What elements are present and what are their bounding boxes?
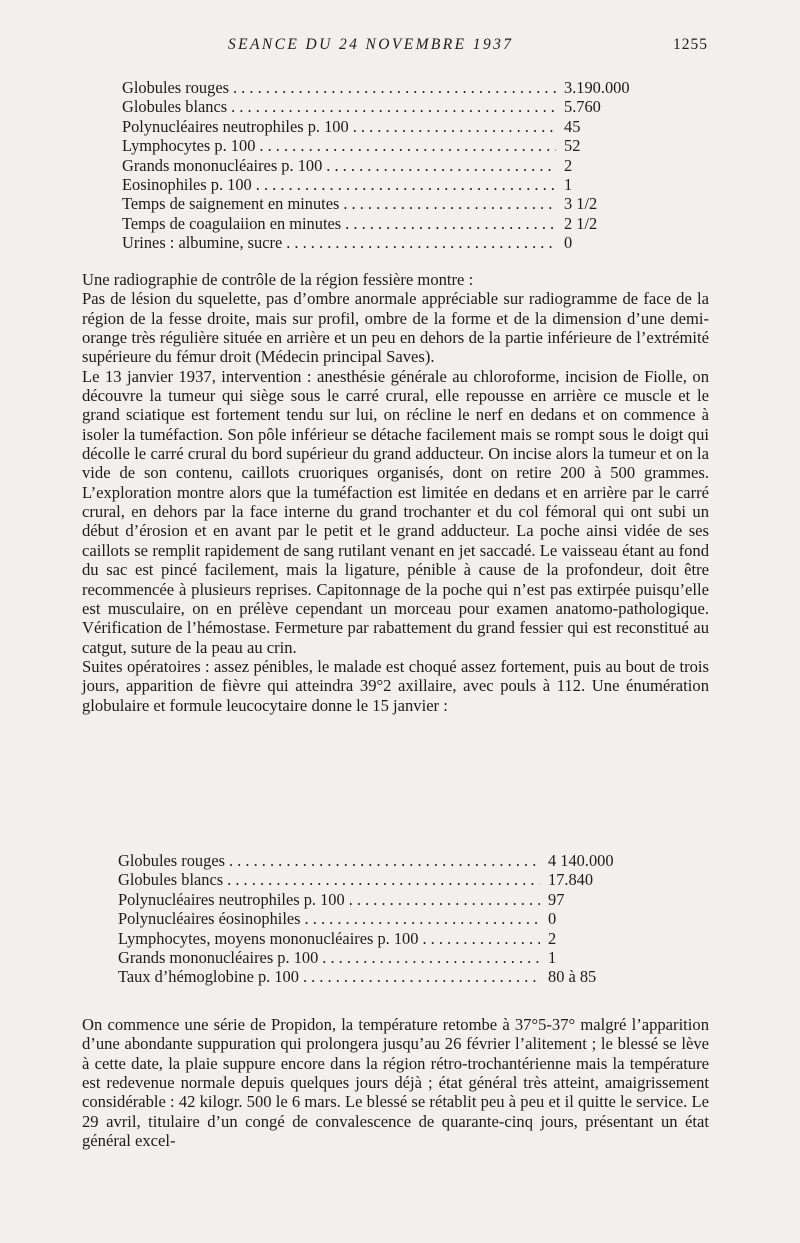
row-value: 97 xyxy=(548,889,565,909)
row-label: Lymphocytes p. 100 xyxy=(122,136,256,156)
row-value: 2 xyxy=(564,155,573,175)
page-number: 1255 xyxy=(673,36,708,53)
leader-dots xyxy=(227,97,556,116)
row-value: 80 à 85 xyxy=(548,967,597,987)
table-row xyxy=(118,851,638,870)
table-row xyxy=(122,194,644,213)
table-row xyxy=(122,233,644,252)
row-value: 17.840 xyxy=(548,870,594,890)
row-value: 45 xyxy=(564,116,581,136)
body-text-section-1 xyxy=(82,270,709,715)
row-label: Globules blancs xyxy=(122,97,228,117)
row-label: Urines : albumine, sucre xyxy=(122,233,283,253)
row-label: Lymphocytes, moyens mononucléaires p. 100 xyxy=(118,928,419,948)
row-label: Globules rouges xyxy=(122,78,229,97)
table-row xyxy=(122,156,644,175)
table-row xyxy=(118,929,638,948)
table-row xyxy=(118,909,638,928)
row-label: Grands mononucléaires p. 100 xyxy=(122,155,323,175)
row-label: Globules rouges xyxy=(118,851,225,870)
running-title: SEANCE DU 24 NOVEMBRE 1937 xyxy=(228,36,514,53)
table-row xyxy=(118,890,638,909)
leader-dots xyxy=(255,136,556,155)
row-value: 4 140.000 xyxy=(548,851,614,870)
row-label: Eosinophiles p. 100 xyxy=(122,174,252,194)
row-label: Temps de coagulaiion en minutes xyxy=(122,213,342,233)
row-value: 2 1/2 xyxy=(564,213,598,233)
table-row xyxy=(118,948,638,967)
leader-dots xyxy=(341,214,556,233)
row-label: Grands mononucléaires p. 100 xyxy=(118,947,319,967)
row-value: 3.190.000 xyxy=(564,78,630,97)
row-value: 1 xyxy=(548,947,557,967)
row-value: 2 xyxy=(548,928,557,948)
row-value: 0 xyxy=(564,233,573,253)
row-label: Globules blancs xyxy=(118,870,224,890)
row-value: 52 xyxy=(564,136,581,156)
row-label: Taux d’hémoglobine p. 100 xyxy=(118,967,299,987)
row-value: 5.760 xyxy=(564,97,601,117)
blood-count-table-1 xyxy=(122,78,644,253)
leader-dots xyxy=(299,967,540,986)
leader-dots xyxy=(252,175,556,194)
table-row xyxy=(118,967,638,986)
leader-dots xyxy=(225,851,540,870)
leader-dots xyxy=(282,233,556,252)
leader-dots xyxy=(229,78,556,97)
leader-dots xyxy=(322,156,556,175)
table-row xyxy=(122,136,644,155)
row-value: 0 xyxy=(548,909,557,929)
row-label: Polynucléaires neutrophiles p. 100 xyxy=(122,116,349,136)
leader-dots xyxy=(349,117,556,136)
table-row xyxy=(122,175,644,194)
table-row xyxy=(122,78,644,97)
table-row xyxy=(122,117,644,136)
leader-dots xyxy=(339,194,556,213)
table-row xyxy=(122,97,644,116)
row-value: 3 1/2 xyxy=(564,194,598,214)
leader-dots xyxy=(223,870,540,889)
row-label: Temps de saignement en minutes xyxy=(122,194,340,214)
leader-dots xyxy=(418,929,540,948)
paragraph: Le 13 janvier 1937, intervention : anesthésie générale au chloroforme, incision de Fiolle, on découvre la tumeur qui siège sous le carré crural, elle repousse en arrière ce muscle et le grand sciatique est fortement tendu sur lui, on récline le nerf en dedans et on commence à isoler la tuméfaction. Son pôle inférieur se détache facilement mais se rompt sous le doigt qui décolle le carré crural du bord supérieur du grand adducteur. On incise alors la tumeur et on la vide de son contenu, caillots cruoriques organisés, dont on retire 200 à 500 grammes. L’exploration montre alors que la tuméfaction est limitée en dedans et en arrière par le carré crural, en dehors par la face interne du grand trochanter et du col fémoral qui ont subi un début d’érosion et en avant par le petit et le grand adducteur. La poche ainsi vidée de ses caillots se remplit rapidement de sang rutilant venant en jet saccadé. Le vaisseau étant au fond du sac est pincé facilement, mais la ligature, pénible à cause de la profondeur, doit être recommencée à plusieurs reprises. Capitonnage de la poche qui n’est pas extirpée puisqu’elle est musculaire, on en prélève cependant un morceau pour examen anatomo-pathologique. Vérification de l’hémostase. Fermeture par rabattement du grand fessier qui est reconstitué au catgut, suture de la peau au crin. xyxy=(82,366,709,657)
leader-dots xyxy=(301,909,540,928)
leader-dots xyxy=(318,948,540,967)
running-header xyxy=(0,36,800,56)
paragraph: Suites opératoires : assez pénibles, le malade est choqué assez fortement, puis au bout de trois jours, apparition de fièvre qui atteindra 39°2 axillaire, avec pouls à 112. Une énumération globulaire et formule leucocytaire donne le 15 janvier : xyxy=(82,656,709,715)
row-label: Polynucléaires neutrophiles p. 100 xyxy=(118,889,345,909)
body-text-section-2 xyxy=(82,1015,709,1150)
row-value: 1 xyxy=(564,174,573,194)
paragraph: Pas de lésion du squelette, pas d’ombre anormale appréciable sur radiogramme de face de la région de la fesse droite, mais sur profil, ombre de la forme et de la dimension d’une demi-orange très régulière située en arrière et un peu en dehors de la partie inférieure de l’extrémité supérieure du fémur droit (Médecin principal Saves). xyxy=(82,289,709,367)
leader-dots xyxy=(345,890,540,909)
paragraph: Une radiographie de contrôle de la région fessière montre : xyxy=(82,270,474,289)
row-label: Polynucléaires éosinophiles xyxy=(118,909,301,929)
paragraph: On commence une série de Propidon, la température retombe à 37°5-37° malgré l’apparition d’une abondante suppuration qui prolongera jusqu’au 26 février l’alitement ; le blessé se lève à cette date, la plaie suppure encore dans la région rétro-trochantérienne mais la température est redevenue normale depuis quelques jours déjà ; état général très atteint, amaigrissement considérable : 42 kilogr. 500 le 6 mars. Le blessé se rétablit peu à peu et il quitte le service. Le 29 avril, titulaire d’un congé de convalescence de quarante-cinq jours, présentant un état général excel- xyxy=(82,1015,709,1151)
blood-count-table-2 xyxy=(118,851,638,987)
table-row xyxy=(122,214,644,233)
table-row xyxy=(118,870,638,889)
